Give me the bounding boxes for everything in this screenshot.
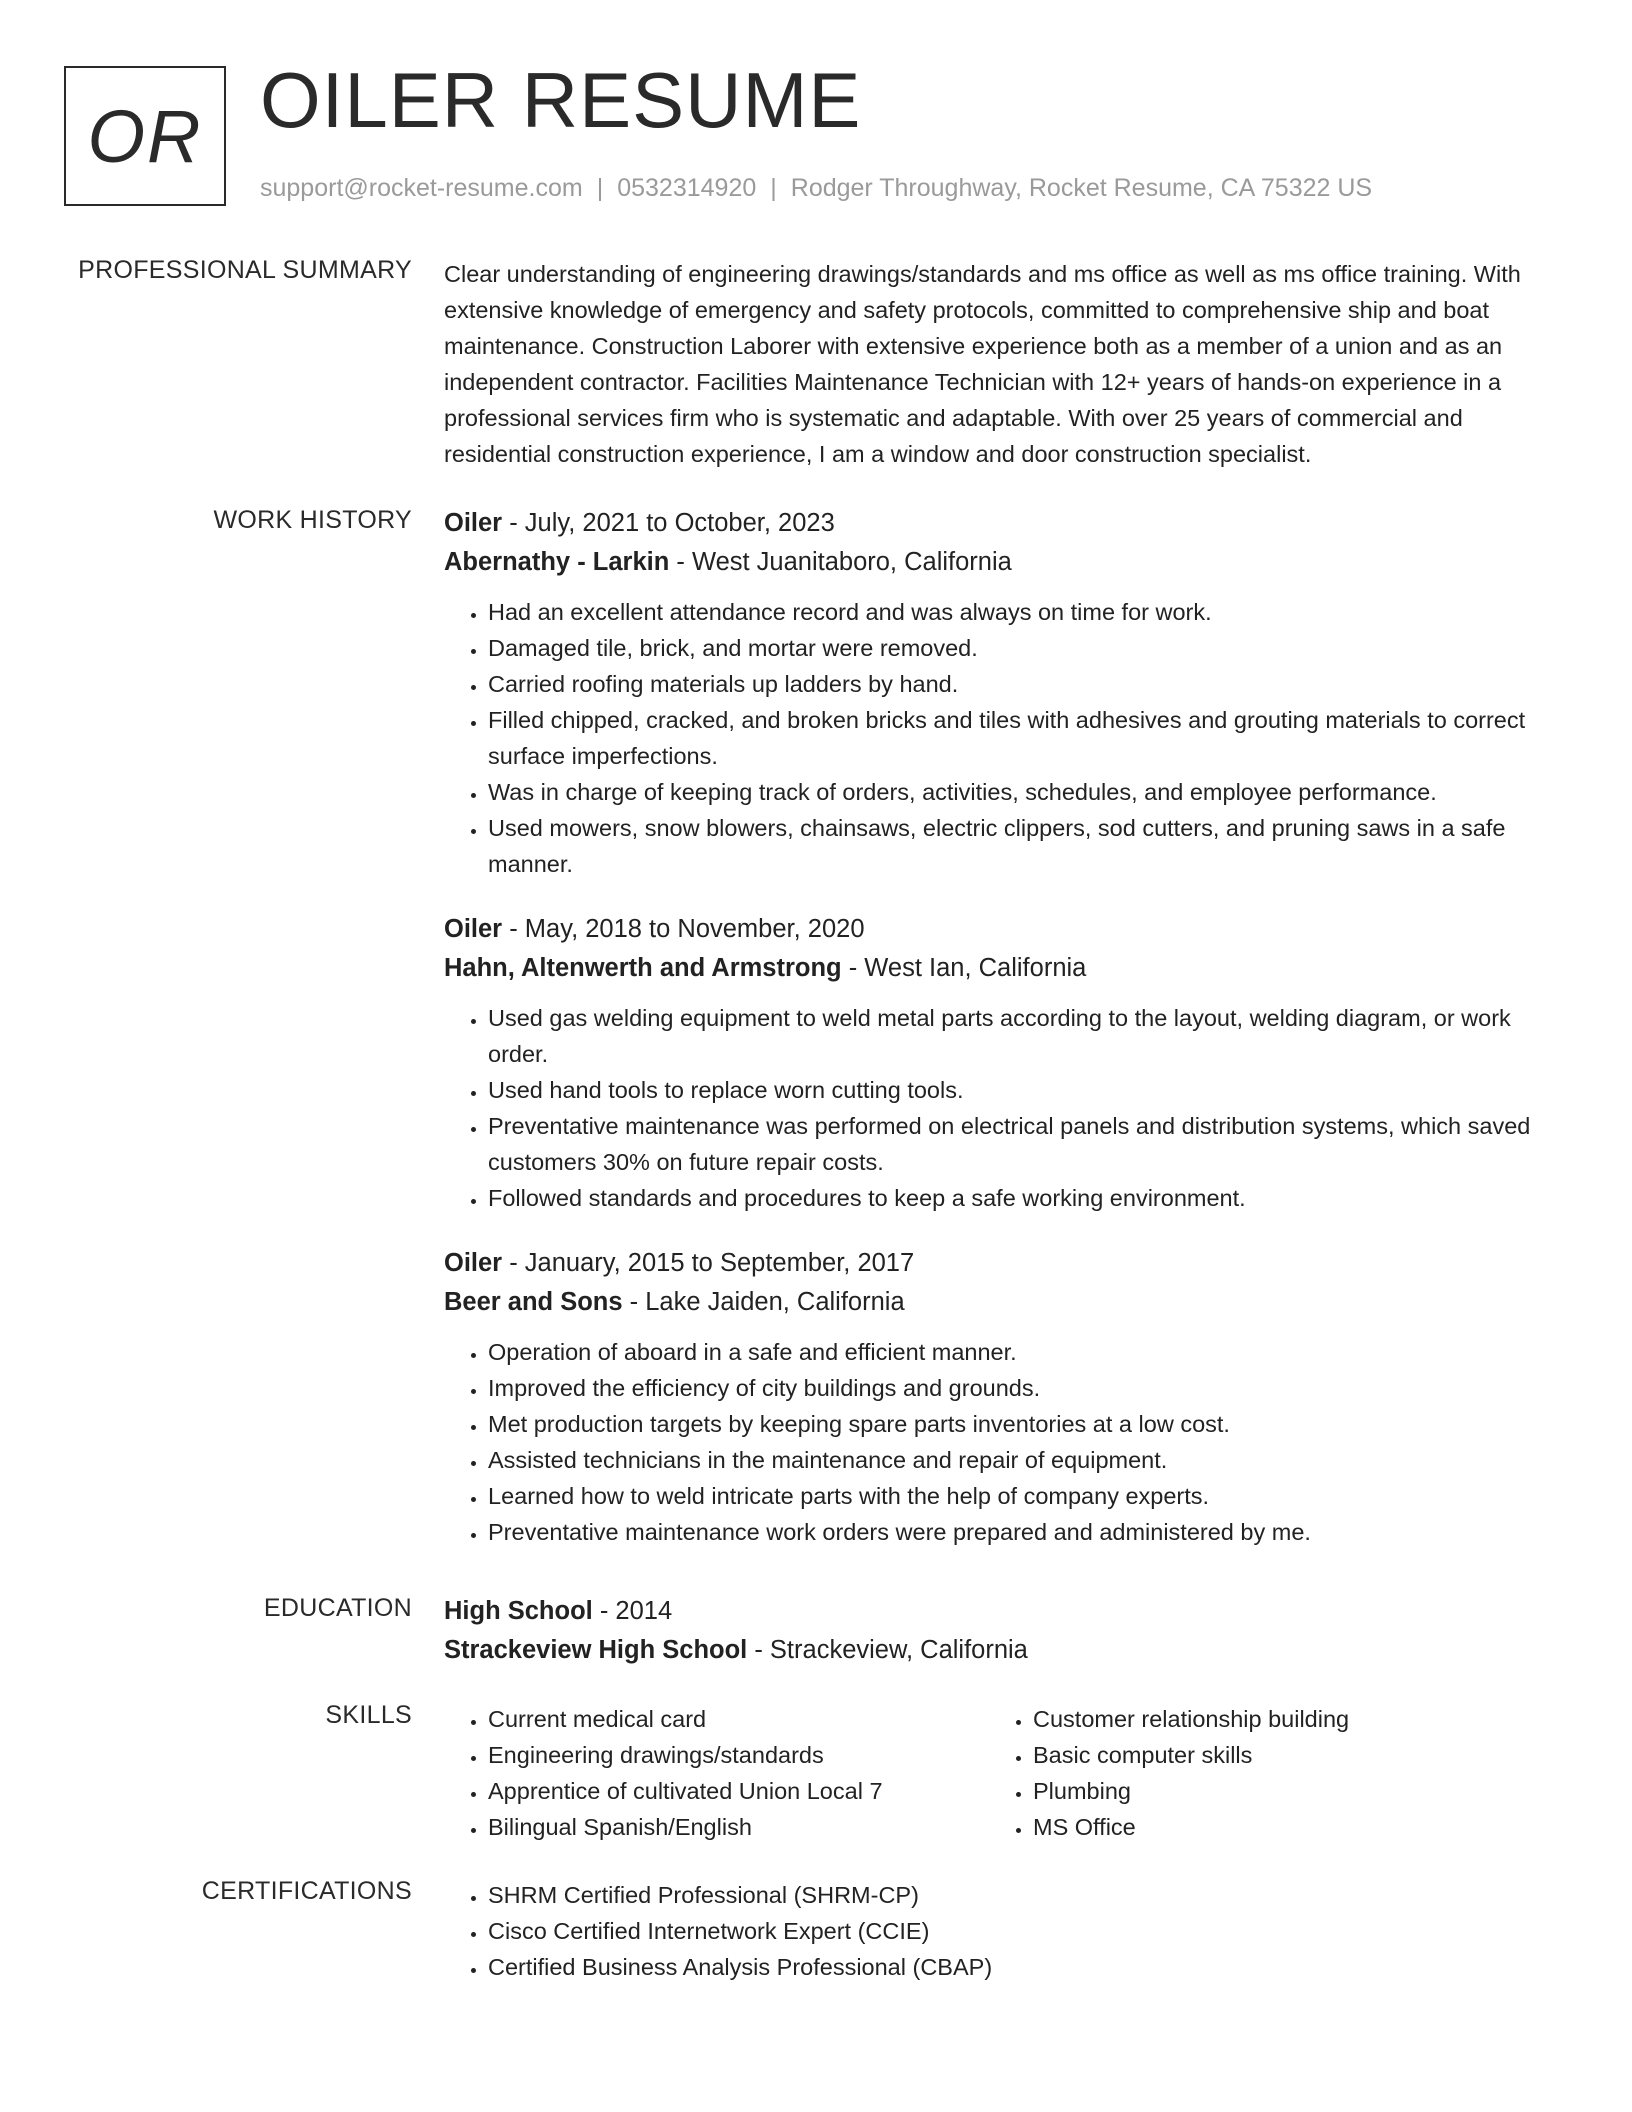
skill-item: • MS Office [1033,1809,1534,1845]
section-label-education: EDUCATION [263,1594,412,1622]
work-history-body [444,504,1556,1578]
skill-item: • Bilingual Spanish/English [488,1809,989,1845]
skills-body [444,1701,1556,1845]
job-bullet: • Used mowers, snow blowers, chainsaws, electric clippers, sod cutters, and pruning saws in a safe manner. [488,810,1556,882]
job-bullet: • Followed standards and procedures to keep a safe working environment. [488,1180,1556,1216]
job-title: Oiler [444,915,503,943]
job-title-line [444,1244,1556,1283]
monogram-box [64,66,226,206]
education-location: - Strackeview, California [747,1636,1028,1664]
job-entry [444,910,1556,1216]
certification-item: • Certified Business Analysis Professional (CBAP) [488,1949,1556,1985]
job-location: - West Juanitaboro, California [669,548,1012,576]
job-dates: - July, 2021 to October, 2023 [502,509,835,537]
job-company-line [444,1283,1556,1322]
contact-line [260,174,1372,203]
skills-column-right [989,1701,1534,1845]
monogram-initials: OR [87,94,203,178]
job-bullet: • Assisted technicians in the maintenance and repair of equipment. [488,1442,1556,1478]
job-dates: - January, 2015 to September, 2017 [502,1249,915,1277]
job-title: Oiler [444,509,503,537]
job-title-line [444,910,1556,949]
skill-item: • Plumbing [1033,1773,1534,1809]
contact-email: support@rocket-resume.com [260,174,583,202]
job-title-line [444,504,1556,543]
education-degree-line [444,1592,1556,1631]
skill-item: • Customer relationship building [1033,1701,1534,1737]
section-label-skills: SKILLS [325,1701,412,1729]
certifications-list [444,1877,1556,1985]
job-bullets [444,1334,1556,1550]
skill-item: • Apprentice of cultivated Union Local 7 [488,1773,989,1809]
job-entry [444,1244,1556,1550]
job-bullet: • Operation of aboard in a safe and efficient manner. [488,1334,1556,1370]
job-company: Abernathy - Larkin [444,548,670,576]
skill-item: • Engineering drawings/standards [488,1737,989,1773]
job-dates: - May, 2018 to November, 2020 [502,915,865,943]
contact-address: Rodger Throughway, Rocket Resume, CA 75322 US [790,174,1373,202]
education-school: Strackeview High School [444,1636,748,1664]
job-bullet: • Used gas welding equipment to weld metal parts according to the layout, welding diagram, or work order. [488,1000,1556,1072]
job-bullet: • Was in charge of keeping track of orders, activities, schedules, and employee performance. [488,774,1556,810]
job-title: Oiler [444,1249,503,1277]
job-company: Hahn, Altenwerth and Armstrong [444,954,842,982]
job-company-line [444,543,1556,582]
job-bullet: • Improved the efficiency of city buildings and grounds. [488,1370,1556,1406]
job-entry [444,504,1556,882]
skills-list [989,1701,1534,1845]
education-school-line [444,1631,1556,1670]
job-bullets [444,594,1556,882]
section-label-certifications: CERTIFICATIONS [201,1877,412,1905]
job-bullet: • Had an excellent attendance record and was always on time for work. [488,594,1556,630]
certification-item: • Cisco Certified Internetwork Expert (CCIE) [488,1913,1556,1949]
contact-phone: 0532314920 [617,174,757,202]
skills-column-left [444,1701,989,1845]
job-bullet: • Carried roofing materials up ladders by hand. [488,666,1556,702]
skill-item: • Current medical card [488,1701,989,1737]
job-bullet: • Met production targets by keeping spare parts inventories at a low cost. [488,1406,1556,1442]
job-bullet: • Learned how to weld intricate parts with the help of company experts. [488,1478,1556,1514]
contact-separator: | [596,174,604,202]
certifications-body [444,1877,1556,1985]
job-bullet: • Preventative maintenance work orders were prepared and administered by me. [488,1514,1556,1550]
contact-separator: | [770,174,777,202]
skills-list [444,1701,989,1845]
job-company: Beer and Sons [444,1288,623,1316]
section-label-summary: PROFESSIONAL SUMMARY [78,256,412,284]
job-location: - West Ian, California [841,954,1087,982]
education-year: - 2014 [592,1597,673,1625]
job-bullet: • Filled chipped, cracked, and broken bricks and tiles with adhesives and grouting materials to correct surface imperfections. [488,702,1556,774]
skills-grid [444,1701,1556,1845]
candidate-name: OILER RESUME [260,56,862,144]
job-bullet: • Preventative maintenance was performed on electrical panels and distribution systems, which saved customers 30% on future repair costs. [488,1108,1556,1180]
job-bullet: • Damaged tile, brick, and mortar were removed. [488,630,1556,666]
education-body [444,1592,1556,1670]
skill-item: • Basic computer skills [1033,1737,1534,1773]
job-bullet: • Used hand tools to replace worn cutting tools. [488,1072,1556,1108]
job-bullets [444,1000,1556,1216]
job-location: - Lake Jaiden, California [622,1288,905,1316]
job-company-line [444,949,1556,988]
summary-text: Clear understanding of engineering drawings/standards and ms office as well as ms office training. With extensive knowledge of emergency and safety protocols, committed to comprehensive ship and boat maintenance. Construction Laborer with extensive experience both as a member of a union and as an independent contractor. Facilities Maintenance Technician with 12+ years of hands-on experience in a professional services firm who is systematic and adaptable. With over 25 years of commercial and residential construction experience, I am a window and door construction specialist. [444,261,1521,467]
certification-item: • SHRM Certified Professional (SHRM-CP) [488,1877,1556,1913]
summary-body [444,256,1556,472]
education-degree: High School [444,1597,593,1625]
section-label-work-history: WORK HISTORY [213,506,412,534]
